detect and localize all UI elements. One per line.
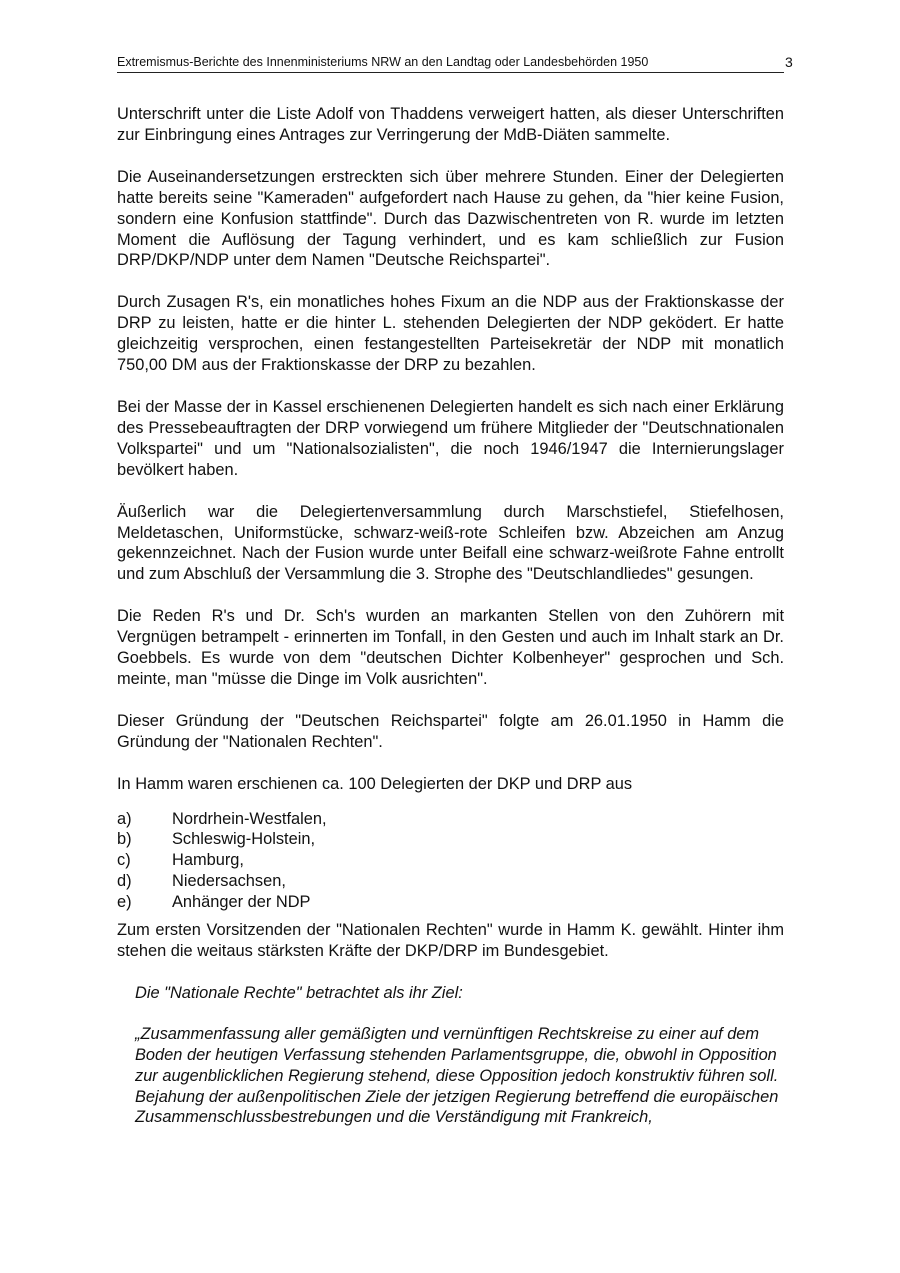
list-marker: c) [117,851,131,870]
list-text: Hamburg, [172,851,244,870]
list-item [117,829,784,850]
list-text: Schleswig-Holstein, [172,830,316,849]
paragraph: Unterschrift unter die Liste Adolf von Thaddens verweigert hatten, als dieser Unterschriften zur Einbringung eines Antrages zur Verringerung der MdB-Diäten sammelte. [117,105,784,144]
list-item [117,871,784,892]
paragraph: Zum ersten Vorsitzenden der "Nationalen Rechten" wurde in Hamm K. gewählt. Hinter ihm stehen die weitaus stärksten Kräfte der DKP/DRP im Bundesgebiet. [117,921,784,960]
running-header [117,52,784,73]
list-marker: a) [117,809,132,828]
paragraph: Dieser Gründung der "Deutschen Reichspartei" folgte am 26.01.1950 in Hamm die Gründung der "Nationalen Rechten". [117,711,784,751]
list-marker: e) [117,893,132,912]
list-text: Nordrhein-Westfalen, [172,809,327,828]
paragraph: Bei der Masse der in Kassel erschienenen Delegierten handelt es sich nach einer Erklärung des Pressebeauftragten der DRP vorwiegend um frühere Mitglieder der "Deutschnationalen Volkspartei" und um "Nationalsozialisten", die noch 1946/1947 die Internierungslager bevölkert haben. [117,397,784,479]
list-marker: d) [117,872,132,891]
quote-text: „Zusammenfassung aller gemäßigten und vernünftigen Rechtskreise zu einer auf dem Boden der heutigen Verfassung stehenden Parlamentsgruppe, die, obwohl in Opposition zur augenblicklichen Regierung stehend, diese Opposition jedoch konstruktiv führen soll. Bejahung der außenpolitischen Ziele der jetzigen Regierung betreffend die europäischen Zusammenschlussbestrebungen und die Verständigung mit Frankreich, [135,1024,779,1127]
list-marker: b) [117,830,132,849]
list-text: Anhänger der NDP [172,893,311,912]
header-title: Extremismus-Berichte des Innenministeriums NRW an den Landtag oder Landesbehörden 1950 [117,55,649,69]
list-item [117,892,784,913]
paragraph: Die Reden R's und Dr. Sch's wurden an markanten Stellen von den Zuhörern mit Vergnügen betrampelt - erinnerten im Tonfall, in den Gesten und auch im Inhalt stark an Dr. Goebbels. Es wurde von dem "deutschen Dichter Kolbenheyer" gesprochen und Sch. meinte, man "müsse die Dinge im Volk ausrichten". [117,607,784,688]
list-item [117,850,784,871]
page-number: 3 [785,54,793,70]
paragraph: In Hamm waren erschienen ca. 100 Delegierten der DKP und DRP aus [117,774,633,793]
list-text: Niedersachsen, [172,872,286,891]
list-item [117,809,784,830]
paragraph: Die Auseinandersetzungen erstreckten sich über mehrere Stunden. Einer der Delegierten hatte bereits seine "Kameraden" aufgefordert nach Hause zu gehen, da "hier keine Fusion, sondern eine Konfusion stattfinde". Durch das Dazwischentreten von R. wurde im letzten Moment die Auflösung der Tagung verhindert, und es kam schließlich zur Fusion DRP/DKP/NDP unter dem Namen "Deutsche Reichspartei". [117,167,784,270]
paragraph: Durch Zusagen R's, ein monatliches hohes Fixum an die NDP aus der Fraktionskasse der DRP zu leisten, hatte er die hinter L. stehenden Delegierten der NDP geködert. Er hatte gleichzeitig versprochen, einen festangestellten Parteisekretär der NDP mit monatlich 750,00 DM aus der Fraktionskasse der DRP zu bezahlen. [117,293,784,375]
quote-intro: Die "Nationale Rechte" betrachtet als ihr Ziel: [135,983,463,1002]
delegate-region-list [117,809,784,914]
paragraph: Äußerlich war die Delegiertenversammlung durch Marschstiefel, Stiefelhosen, Meldetaschen, Uniformstücke, schwarz-weiß-rote Schleifen bzw. Abzeichen am Anzug gekennzeichnet. Nach der Fusion wurde unter Beifall eine schwarz-weißrote Fahne entrollt und zum Abschluß der Versammlung die 3. Strophe des "Deutschlandliedes" gesungen. [117,502,784,584]
document-body [117,104,784,1148]
